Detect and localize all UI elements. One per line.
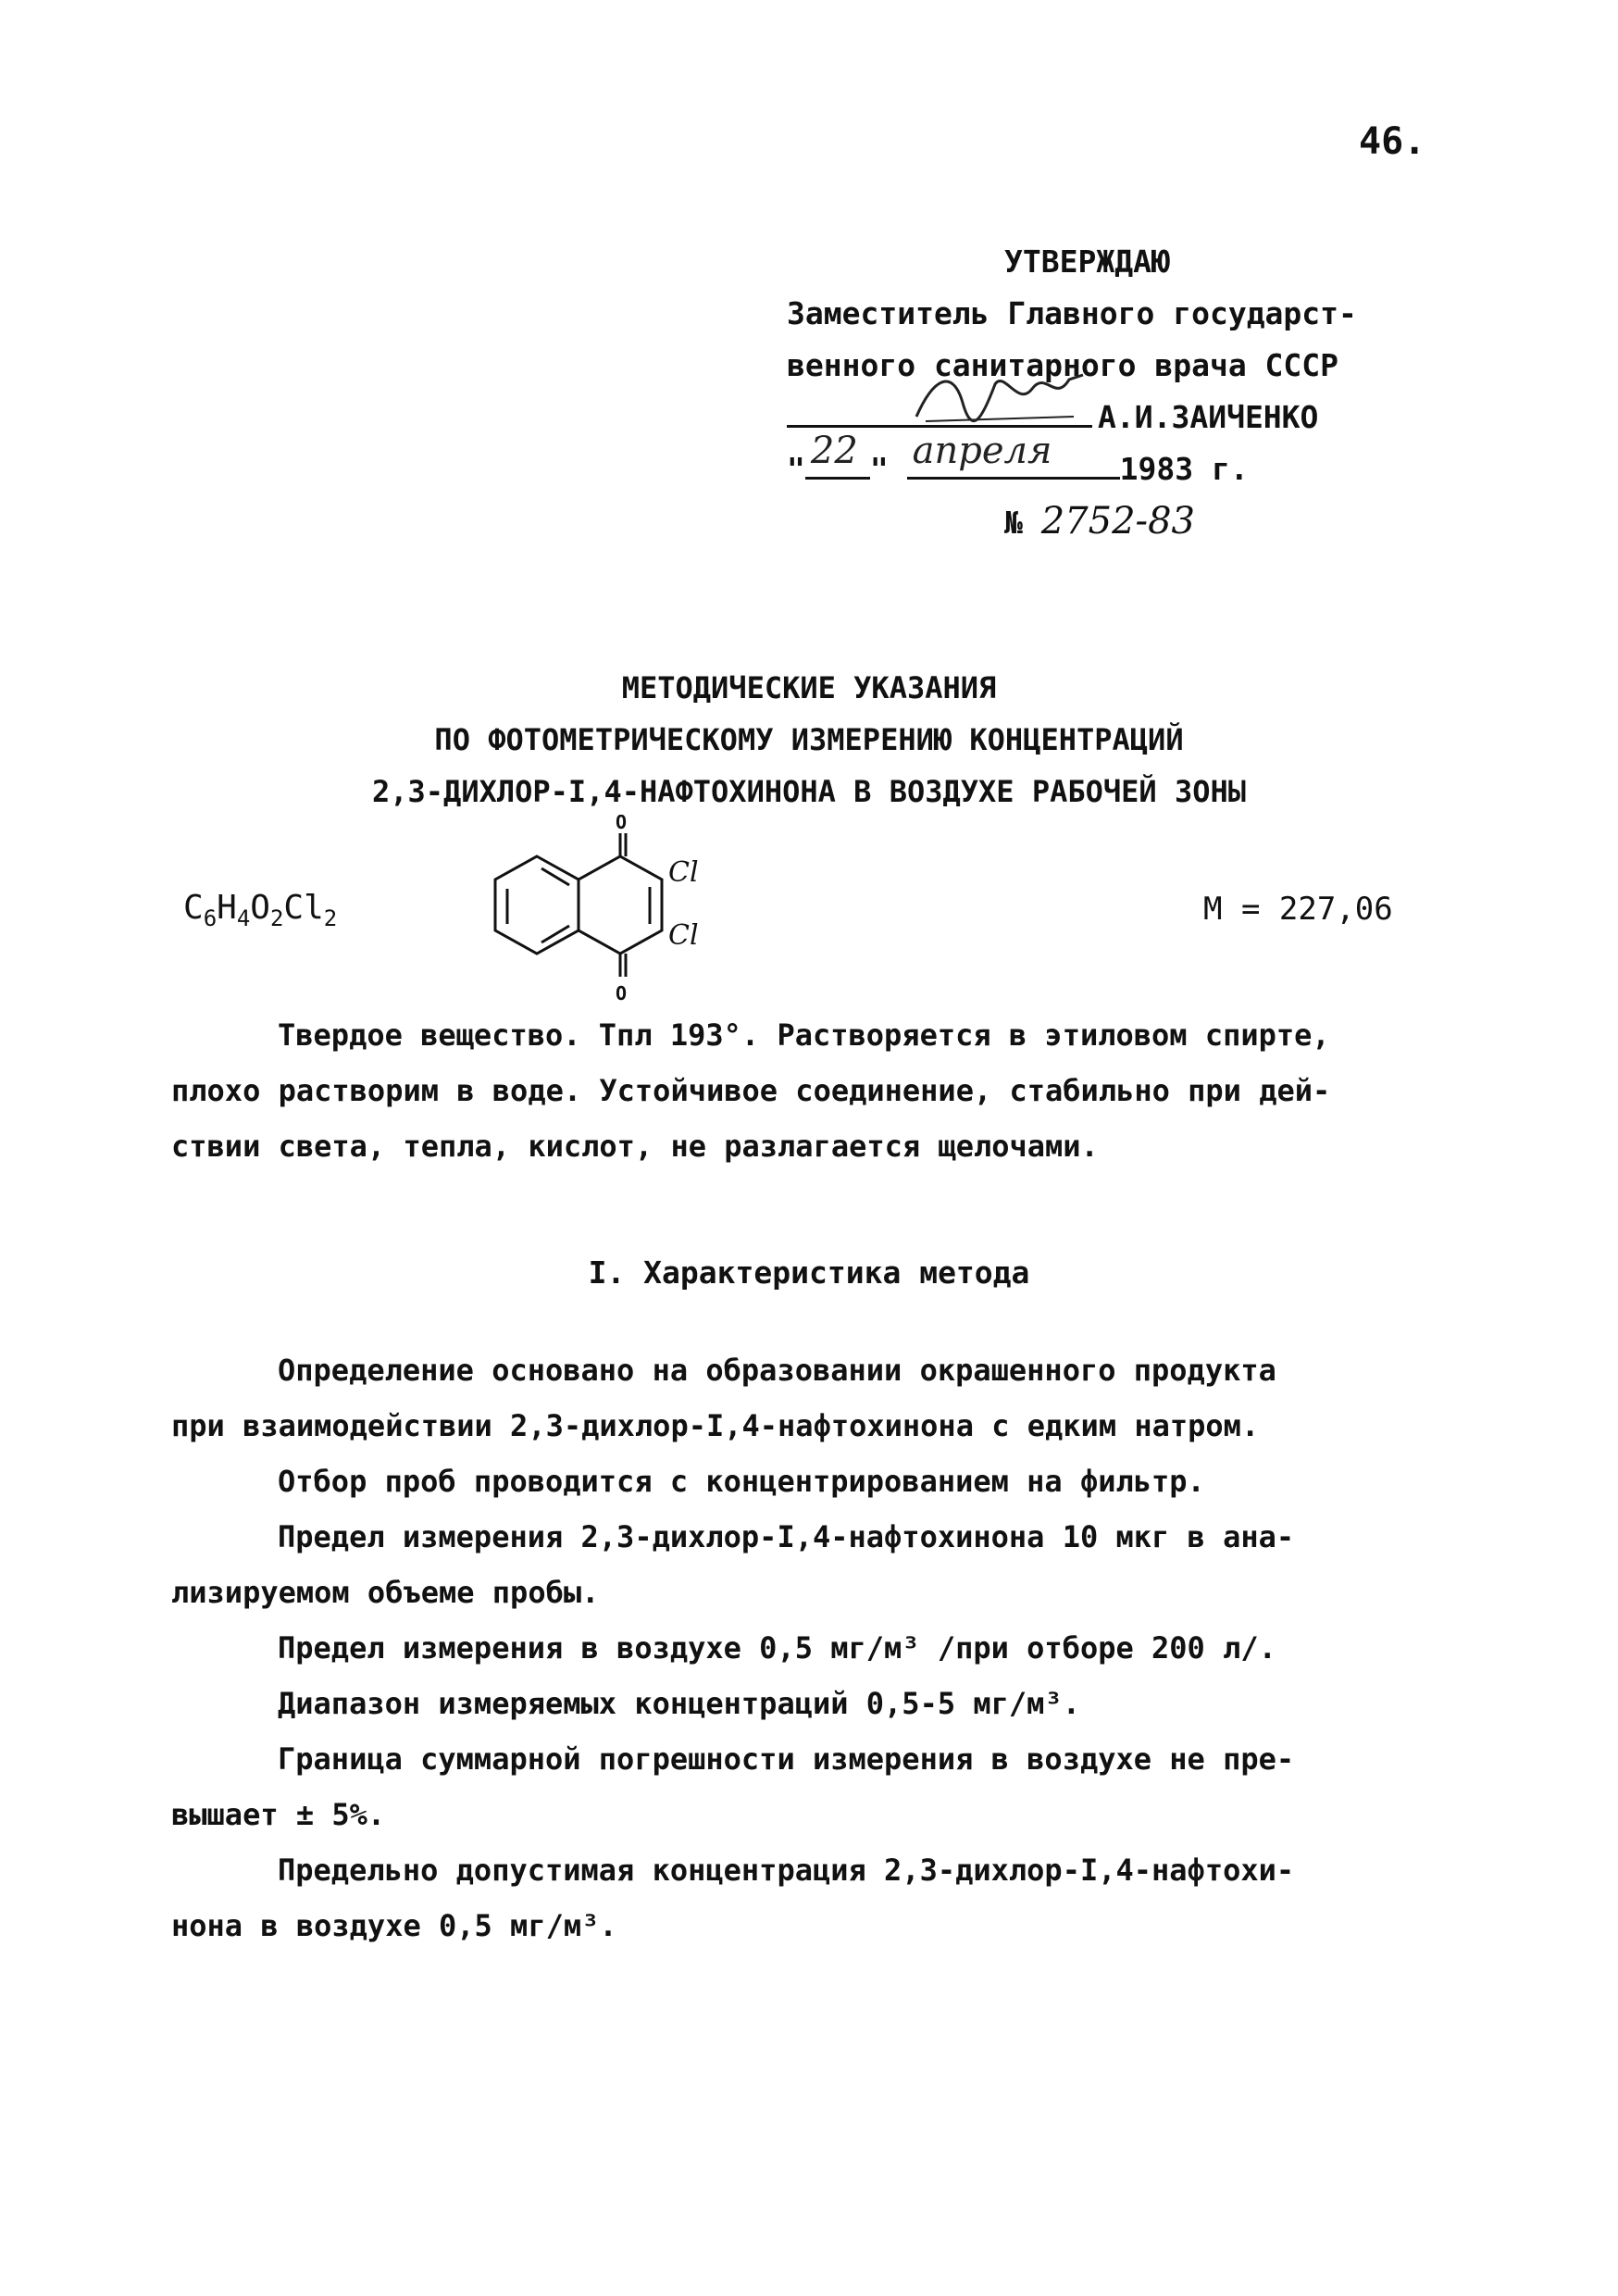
date-day-rule [805,430,870,480]
formula-c-sub: 6 [203,905,218,932]
title-line3: 2,3-ДИХЛОР-I,4-НАФТОХИНОНА В ВОЗДУХЕ РАБОЧЕЙ ЗОНЫ [371,774,1246,809]
method-line: при взаимодействии 2,3-дихлор-I,4-нафтохинона с едким натром. [171,1408,1260,1443]
document-title [0,662,1618,817]
title-line2: ПО ФОТОМЕТРИЧЕСКОМУ ИЗМЕРЕНИЮ КОНЦЕНТРАЦИЙ [434,722,1184,757]
approval-signature-line [787,392,1490,443]
properties-paragraph [171,1007,1467,1174]
formula-o: O [250,889,270,927]
approval-date-line [787,430,1490,495]
method-line: Предел измерения 2,3-дихлор-I,4-нафтохинона 10 мкг в ана- [278,1519,1295,1554]
formula-cl-sub: 2 [323,905,338,932]
formula-o-sub: 2 [269,905,284,932]
method-line: Предел измерения в воздухе 0,5 мг/м³ /при отборе 200 л/. [278,1630,1276,1666]
naphthoquinone-structure-diagram [472,815,713,1018]
formula-c: C [183,889,204,927]
approval-position-line1: Заместитель Главного государст- [787,295,1357,331]
formula-cl: Cl [283,889,324,927]
approval-block [787,236,1490,549]
benzene-double-bond-bottom [541,926,569,942]
method-line: Предельно допустимая концентрация 2,3-дихлор-I,4-нафтохи- [278,1853,1295,1888]
date-quote-close: " [869,451,889,487]
approval-number-line [787,495,1490,549]
molecular-formula [183,889,337,931]
date-quote-open: " [787,451,805,487]
date-day: 22 [810,430,858,472]
method-line: Граница суммарной погрешности измерения в воздухе не пре- [278,1741,1295,1777]
molecular-weight: М = 227,06 [1203,891,1393,928]
formula-h: H [217,889,237,927]
properties-line: плохо растворим в воде. Устойчивое соединение, стабильно при дей- [171,1073,1331,1108]
method-paragraphs [171,1342,1467,1953]
approval-heading: УТВЕРЖДАЮ [1004,243,1170,280]
date-month-rule [907,430,1120,480]
chlorine-top-label: Cl [668,856,699,889]
method-line: Диапазон измеряемых концентраций 0,5-5 мг/м³. [278,1686,1080,1721]
properties-line: Твердое вещество. Тпл 193°. Растворяется в этиловом спирте, [278,1017,1330,1053]
date-month: апреля [912,430,1052,472]
properties-line: ствии света, тепла, кислот, не разлагается щелочами. [171,1129,1099,1164]
handwritten-signature [907,366,1092,430]
page-number: 46. [1359,120,1426,163]
method-line: Определение основано на образовании окрашенного продукта [278,1353,1276,1388]
method-line: Отбор проб проводится с концентрированием на фильтр. [278,1464,1205,1499]
method-line: нона в воздухе 0,5 мг/м³. [171,1908,617,1943]
oxygen-top-label: O [616,815,628,833]
section-title: I. Характеристика метода [588,1254,1030,1291]
method-line: лизируемом объеме пробы. [171,1575,600,1610]
number-prefix: № [1004,505,1023,541]
chlorine-bottom-label: Cl [668,919,699,952]
date-year: 1983 г. [1119,451,1249,487]
approval-position-line2: венного санитарного врача СССР [787,347,1339,383]
method-line: вышает ± 5%. [171,1797,386,1832]
signature-rule [787,393,1092,428]
oxygen-bottom-label: O [616,982,628,1004]
approver-name: А.И.ЗАИЧЕНКО [1098,399,1319,435]
title-line1: МЕТОДИЧЕСКИЕ УКАЗАНИЯ [621,670,997,705]
registration-number: 2752-83 [1040,500,1195,543]
formula-h-sub: 4 [236,905,251,932]
